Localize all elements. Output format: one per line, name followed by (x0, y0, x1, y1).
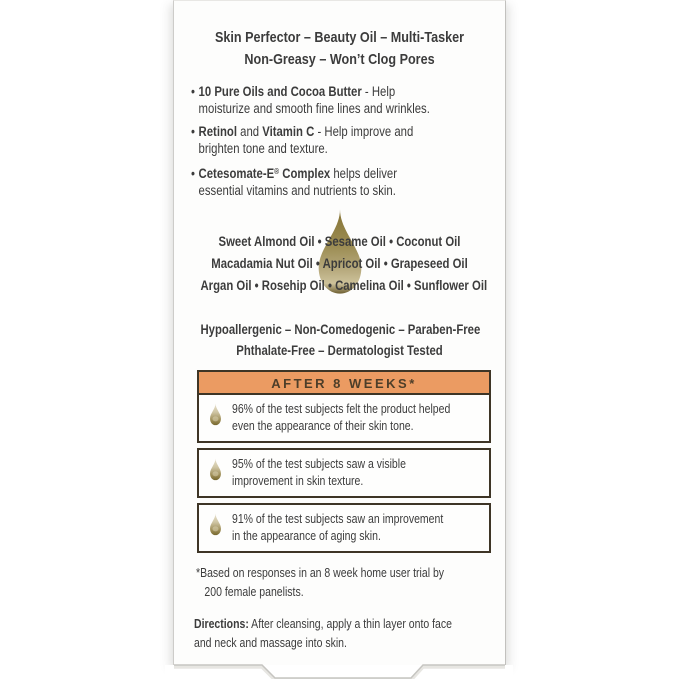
drop-icon (207, 403, 224, 426)
carton-back-panel (173, 0, 506, 665)
bullet-pure-oils: • 10 Pure Oils and Cocoa Butter - Help moisturize and smooth fine lines and wrinkles. (191, 84, 430, 116)
claims-line2: Phthalate-Free – Dermatologist Tested (236, 343, 443, 358)
oils-line2: Macadamia Nut Oil • Apricot Oil • Grapeseed Oil (211, 256, 468, 271)
stat-box-2 (197, 448, 491, 498)
oils-section (174, 205, 505, 301)
drop-icon (207, 458, 224, 481)
tagline-line1: Skin Perfector – Beauty Oil – Multi-Tasker (214, 29, 465, 46)
oils-line3: Argan Oil • Rosehip Oil • Camelina Oil • Sunflower Oil (200, 278, 488, 293)
bullet-marker: • (191, 166, 195, 181)
directions-label: Directions: (194, 617, 249, 631)
bullet-marker: • (191, 124, 195, 139)
after-8-weeks-panel (197, 370, 491, 553)
directions: Directions: After cleansing, apply a thin layer onto face and neck and massage into skin. (194, 617, 452, 650)
trial-footnote: *Based on responses in an 8 week home user trial by 200 female panelists. (196, 566, 445, 599)
stat-row: 96% of the test subjects felt the product helped even the appearance of their skin tone. (199, 395, 489, 441)
benefit-bullets (191, 83, 505, 199)
drop-icon (207, 513, 224, 536)
bullet-cetesomate: • Cetesomate-E® Complex helps deliver essential vitamins and nutrients to skin. (191, 166, 398, 198)
claims-line1: Hypoallergenic – Non-Comedogenic – Paraben-Free (200, 322, 481, 337)
stat-box-1 (197, 370, 491, 443)
oils-line1: Sweet Almond Oil • Sesame Oil • Coconut Oil (218, 234, 461, 249)
panel-title: AFTER 8 WEEKS* (199, 372, 489, 395)
claims (174, 319, 505, 361)
bullet-retinol: • Retinol and Vitamin C - Help improve and brighten tone and texture. (191, 124, 414, 156)
tagline (174, 27, 505, 71)
registered-mark: ® (274, 167, 280, 176)
bullet-marker: • (191, 84, 195, 99)
tagline-line2: Non-Greasy – Won’t Clog Pores (244, 51, 435, 68)
stat-box-3 (197, 503, 491, 553)
carton-bottom-flap (165, 653, 513, 679)
oils-list (174, 231, 505, 297)
stat-row: 91% of the test subjects saw an improvement in the appearance of aging skin. (199, 505, 489, 551)
stat-row: 95% of the test subjects saw a visible improvement in skin texture. (199, 450, 489, 496)
